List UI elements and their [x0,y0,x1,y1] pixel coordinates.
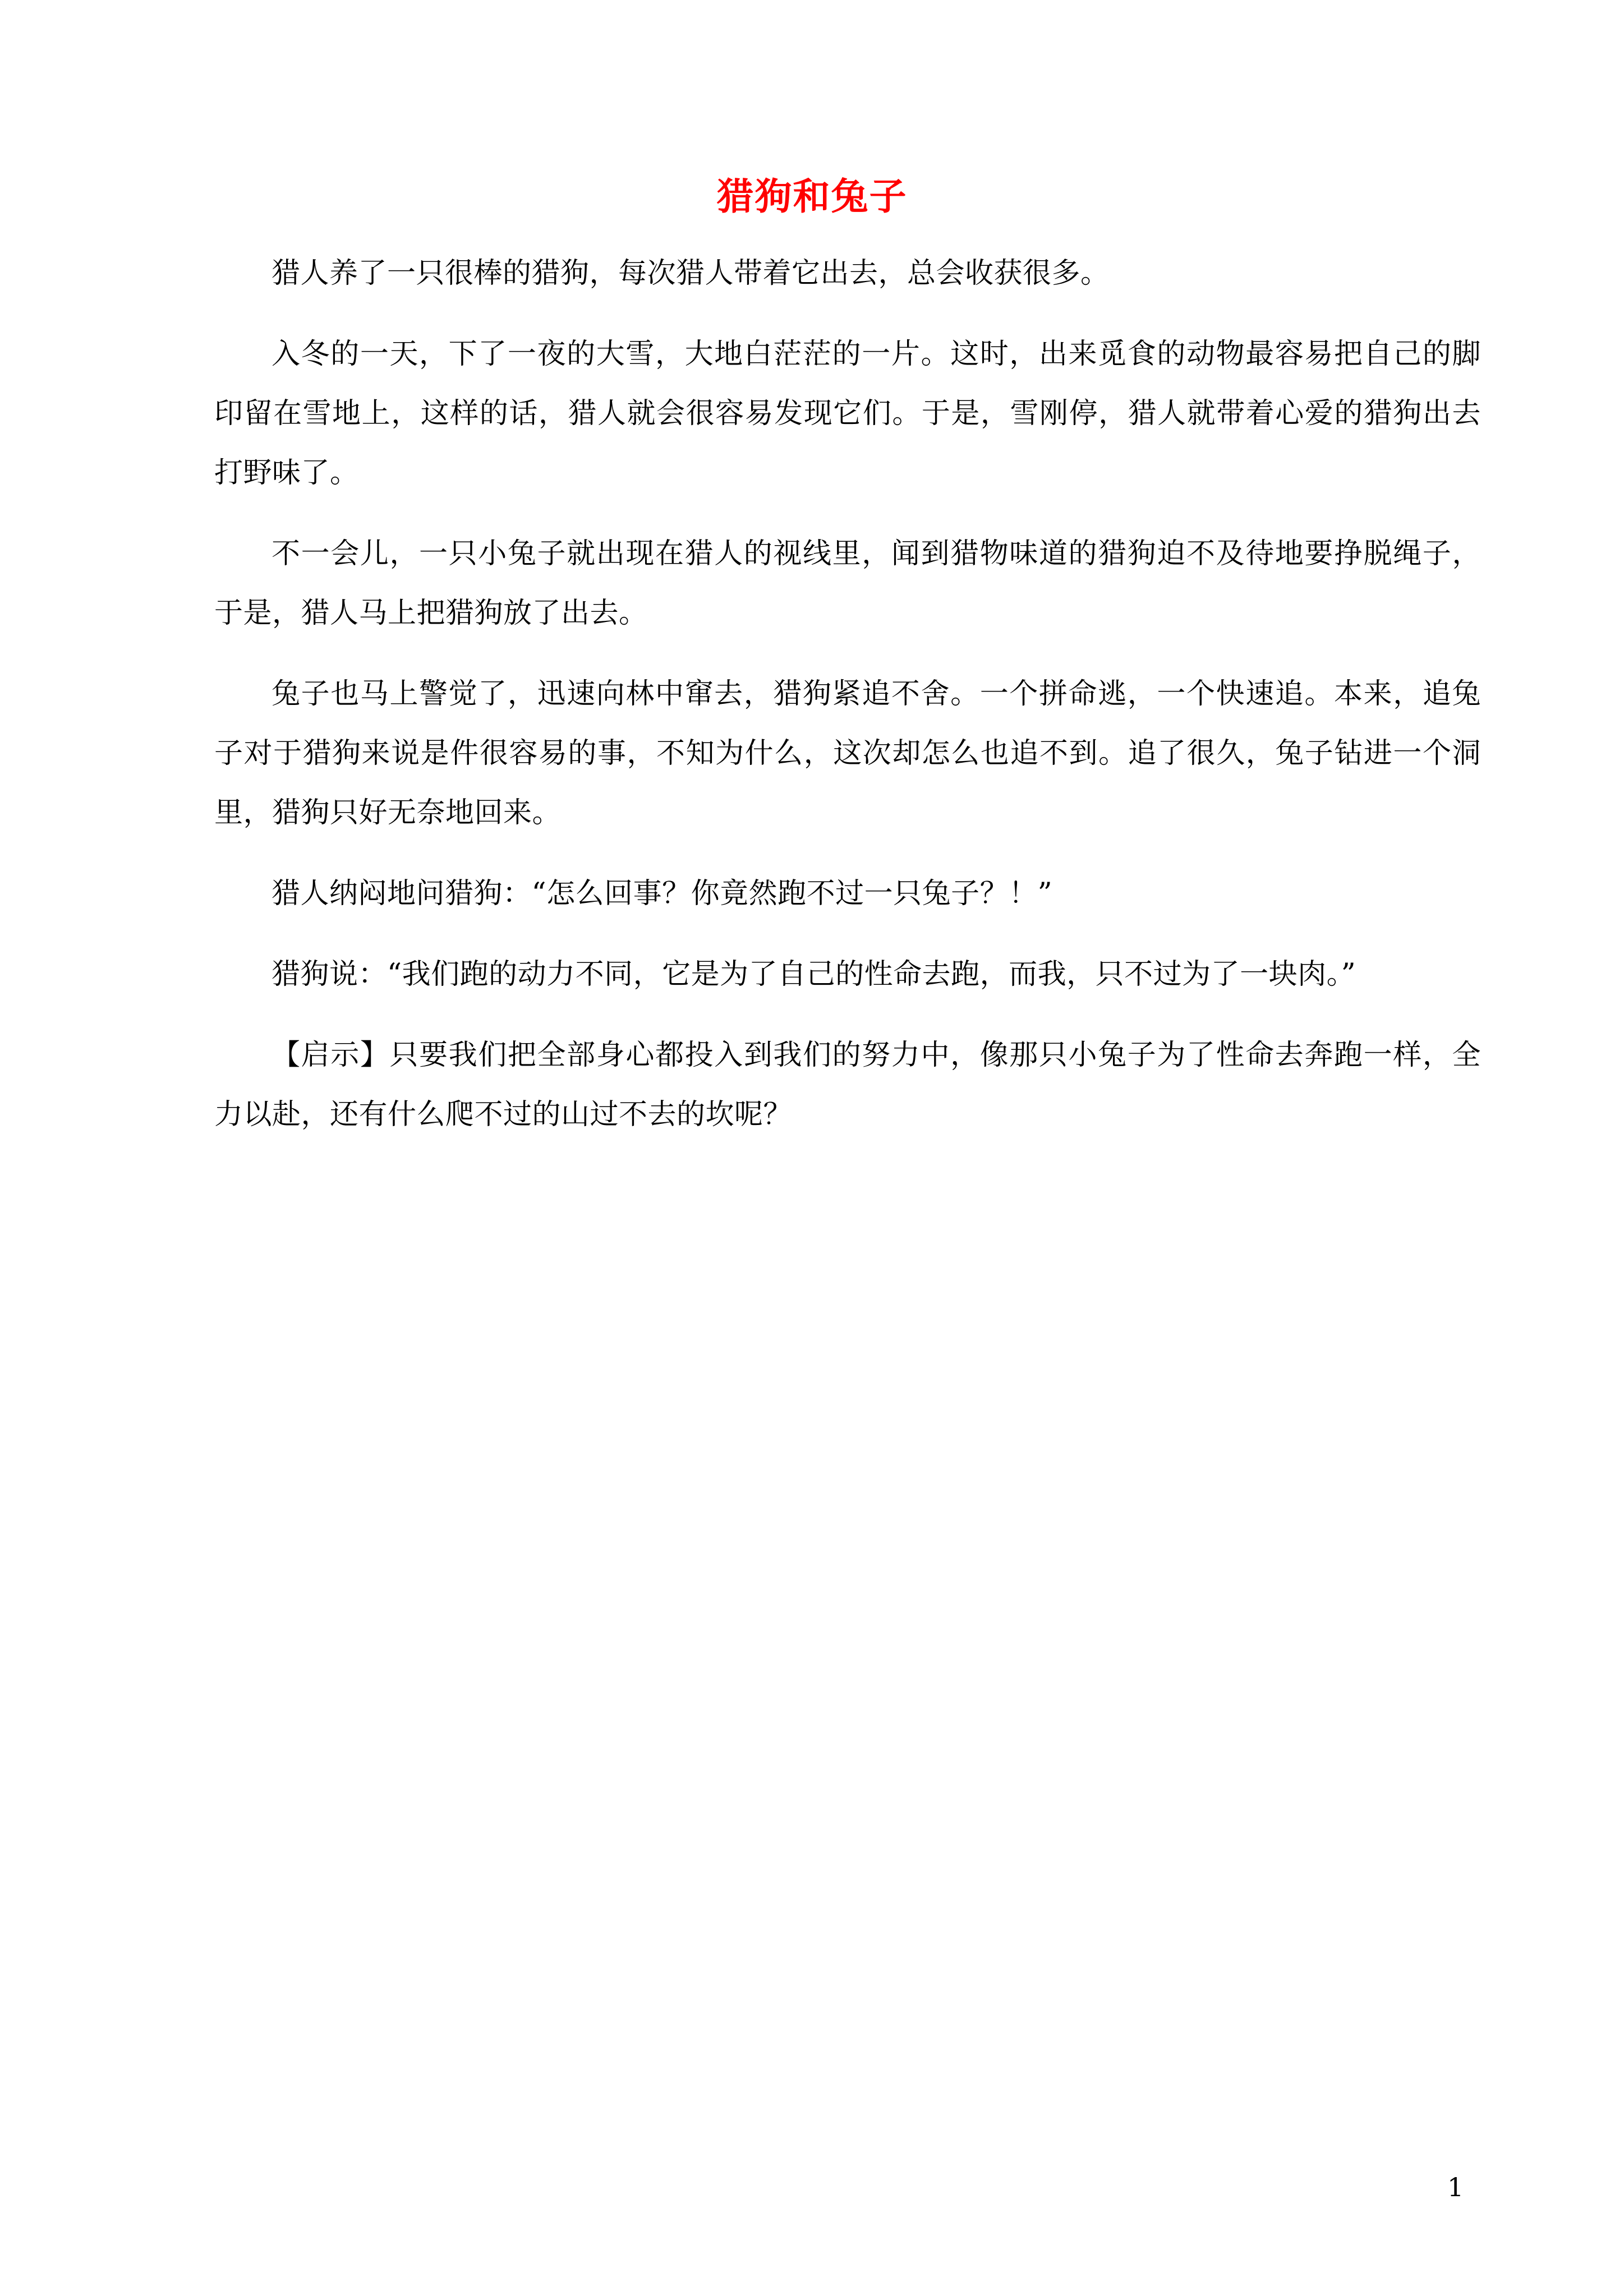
paragraph-5: 猎人纳闷地问猎狗：“怎么回事？你竟然跑不过一只兔子？！” [272,877,1053,910]
page-title: 猎狗和兔子 [716,174,908,218]
article-body [214,244,1481,1166]
paragraph-6: 猎狗说：“我们跑的动力不同，它是为了自己的性命去跑，而我，只不过为了一块肉。” [272,958,1356,991]
page-number: 1 [1447,2172,1464,2202]
paragraph-3: 不一会儿，一只小兔子就出现在猎人的视线里，闻到猎物味道的猎狗迫不及待地要挣脱绳子，于是，猎人马上把猎狗放了出去。 [214,537,1481,630]
paragraph-2: 入冬的一天，下了一夜的大雪，大地白茫茫的一片。这时，出来觅食的动物最容易把自己的脚印留在雪地上，这样的话，猎人就会很容易发现它们。于是，雪刚停，猎人就带着心爱的猎狗出去打野味了。 [214,338,1481,490]
paragraph-4: 兔子也马上警觉了，迅速向林中窜去，猎狗紧追不舍。一个拼命逃，一个快速追。本来，追兔子对于猎狗来说是件很容易的事，不知为什么，这次却怎么也追不到。追了很久，兔子钻进一个洞里，猎狗只好无奈地回来。 [214,677,1481,829]
moral-label: 【启示】 [272,1039,390,1072]
moral-paragraph [214,1026,1481,1145]
moral-text: 只要我们把全部身心都投入到我们的努力中，像那只小兔子为了性命去奔跑一样，全力以赴，还有什么爬不过的山过不去的坎呢？ [214,1039,1481,1131]
paragraph-1: 猎人养了一只很棒的猎狗，每次猎人带着它出去，总会收获很多。 [272,257,1110,290]
